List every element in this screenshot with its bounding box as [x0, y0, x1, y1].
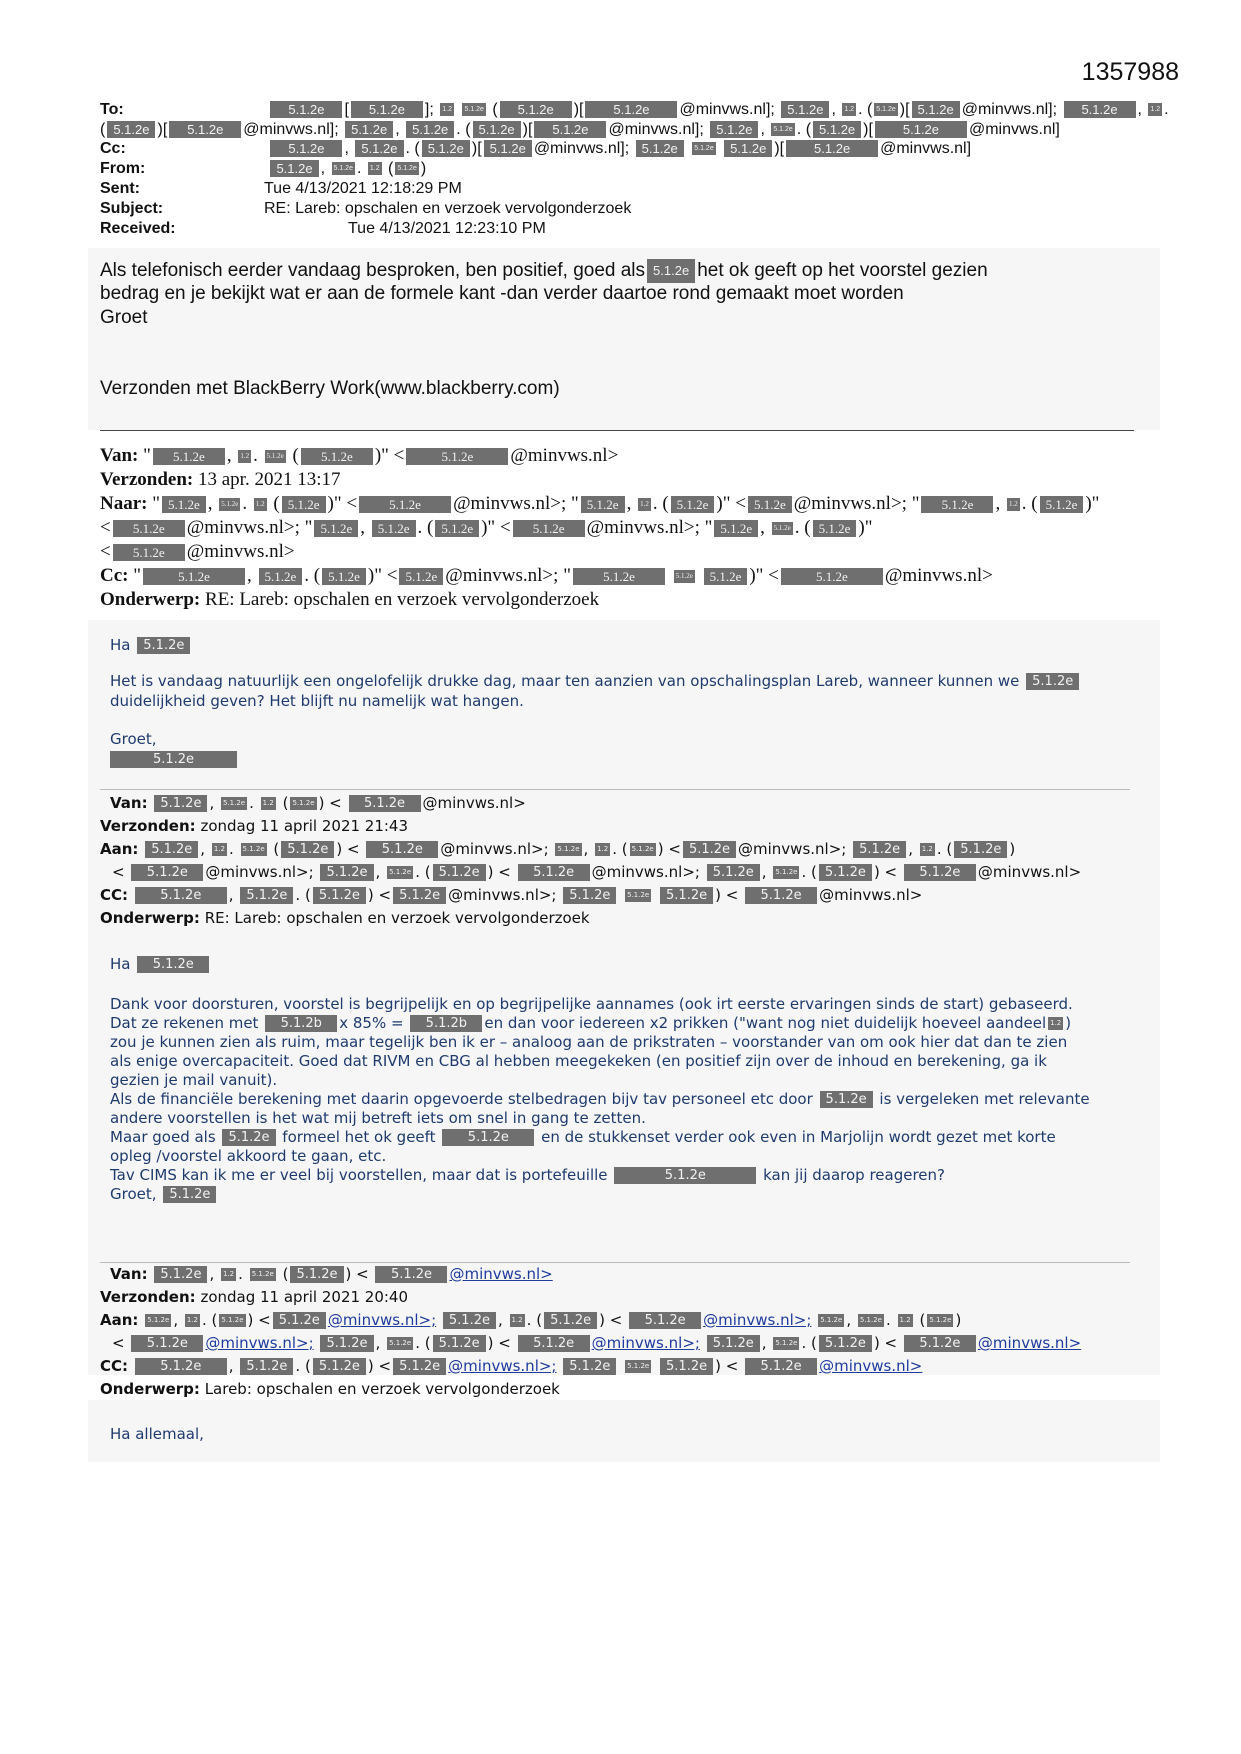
- mail3-onderwerp-row: [100, 908, 590, 928]
- body-text: het ok geeft op het voorstel gezien: [697, 260, 988, 282]
- to-row-continued: ( 5.1.2e )[ 5.1.2e @minvws.nl]; 5.1.2e , 5.1.2e . ( 5.1.2e )[ 5.1.2e @minvws.nl]; 5.1.2e , 5.1.2e . ( 5.1.2e )[ 5.1.2e @minvws.nl]: [100, 121, 1060, 138]
- redaction: 5.1.2e: [137, 956, 209, 973]
- redaction: 5.1.2e: [484, 140, 532, 157]
- redaction: 5.1.2e: [555, 843, 581, 856]
- redaction: 1.2: [1148, 103, 1162, 116]
- aan-label: Aan:: [100, 840, 139, 858]
- greeting-text: Ha: [110, 955, 131, 973]
- redaction: 5.1.2e: [671, 496, 715, 513]
- redaction: 5.1.2e: [110, 751, 237, 768]
- redaction: 5.1.2e: [473, 121, 521, 138]
- redaction: 1.2: [638, 498, 651, 511]
- email-domain: @minvws.nl>: [884, 565, 993, 586]
- redaction: 5.1.2e: [113, 544, 185, 561]
- redaction: 5.1.2e: [314, 520, 358, 537]
- redaction: 5.1.2e: [745, 1358, 817, 1375]
- email-link[interactable]: @minvws.nl>: [449, 1265, 553, 1283]
- redaction: 5.1.2e: [819, 1335, 872, 1352]
- mail2-van-row: Van: " 5.1.2e , 1.2 . 5.1.2e ( 5.1.2e )" < 5.1.2e @minvws.nl>: [100, 445, 619, 466]
- redaction: 5.1.2e: [372, 520, 416, 537]
- cc-row: Cc: 5.1.2e , 5.1.2e . ( 5.1.2e )[ 5.1.2e @minvws.nl]; 5.1.2e 5.1.2e 5.1.2e )[ 5.1.2e @minvws.nl]: [100, 140, 972, 157]
- redaction: 5.1.2e: [773, 866, 799, 879]
- email-domain: @minvws.nl>;: [453, 493, 567, 514]
- email-domain: @minvws.nl>;: [586, 517, 700, 538]
- mail2-signature: [108, 750, 239, 769]
- email-domain: @minvws.nl>: [819, 886, 923, 904]
- email-domain: @minvws.nl>;: [738, 840, 847, 858]
- redaction: 5.1.2e: [660, 1358, 713, 1375]
- mail4-aan-row: Aan: 5.1.2e , 1.2 . ( 5.1.2e ) < 5.1.2e @minvws.nl>; 5.1.2e , 1.2 . ( 5.1.2e ) < 5.1.2e @minvws.nl>; 5.1.2e , 5.1.2e . 1.2 ( 5.1.2e ): [100, 1311, 962, 1329]
- redaction: 5.1.2e: [683, 841, 736, 858]
- mail2-body-line-1: [110, 672, 1081, 691]
- top-body-line-3: Groet: [100, 307, 148, 328]
- email-link[interactable]: @minvws.nl>;: [448, 1357, 557, 1375]
- separator-line: [100, 789, 1130, 790]
- redaction: 5.1.2e: [320, 1335, 373, 1352]
- redaction: 5.1.2e: [563, 1358, 616, 1375]
- redaction: 1.2: [898, 1314, 913, 1327]
- mail2-onderwerp-row: [100, 588, 599, 611]
- mail2-naar-row-3: < 5.1.2e @minvws.nl>: [100, 541, 295, 562]
- verzonden-value: 13 apr. 2021 13:17: [198, 469, 341, 490]
- body-text: Het is vandaag natuurlijk een ongelofelijk drukke dag, maar ten aanzien van opschalingsplan Lareb, wanneer kunnen we: [110, 672, 1020, 690]
- redaction: 5.1.2e: [636, 140, 684, 157]
- redaction: 5.1.2e: [630, 843, 656, 856]
- email-link[interactable]: @minvws.nl>: [819, 1357, 923, 1375]
- verzonden-label: Verzonden:: [100, 1288, 196, 1306]
- email-domain: @minvws.nl>;: [448, 886, 557, 904]
- body-text: kan jij daarop reageren?: [763, 1166, 946, 1184]
- redaction: 5.1.2e: [433, 1335, 486, 1352]
- email-domain: @minvws.nl>: [186, 541, 295, 562]
- redaction: 5.1.2e: [433, 864, 486, 881]
- email-domain: @minvws.nl];: [243, 121, 339, 138]
- onderwerp-value: RE: Lareb: opschalen en verzoek vervolgonderzoek: [204, 909, 590, 927]
- mail3-line-4: als enige overcapaciteit. Goed dat RIVM en CBG al hebben meegekeken (en positief zijn over de inhoud en berekening, ga ik: [110, 1052, 1047, 1070]
- redaction: 5.1.2e: [406, 121, 454, 138]
- email-link[interactable]: @minvws.nl>;: [703, 1311, 812, 1329]
- redaction: 5.1.2e: [135, 887, 227, 904]
- body-text: Tav CIMS kan ik me er veel bij voorstellen, maar dat is portefeuille: [110, 1166, 608, 1184]
- email-domain: @minvws.nl>: [977, 863, 1082, 881]
- body-text: x 85% =: [339, 1014, 404, 1032]
- redaction: 5.1.2e: [281, 841, 334, 858]
- body-text: formeel het ok geeft: [282, 1128, 436, 1146]
- redaction: 5.1.2e: [435, 520, 479, 537]
- redaction: 1.2: [842, 103, 856, 116]
- cc-label: Cc:: [100, 140, 126, 157]
- redaction: 5.1.2e: [544, 1312, 597, 1329]
- verzonden-label: Verzonden:: [100, 469, 194, 490]
- redaction: 5.1.2e: [332, 162, 355, 175]
- redaction: 5.1.2e: [513, 520, 585, 537]
- redaction: 5.1.2e: [858, 1314, 884, 1327]
- aan-label: Aan:: [100, 1311, 139, 1329]
- redaction: 5.1.2e: [290, 797, 316, 810]
- mail3-cc-row: CC: 5.1.2e , 5.1.2e . ( 5.1.2e ) < 5.1.2e @minvws.nl>; 5.1.2e 5.1.2e 5.1.2e ) < 5.1.2e @minvws.nl>: [100, 886, 923, 904]
- redaction: 5.1.2e: [704, 568, 748, 585]
- body-text: ): [1065, 1014, 1072, 1032]
- redaction: 5.1.2e: [518, 864, 590, 881]
- sent-value: Tue 4/13/2021 12:18:29 PM: [264, 180, 462, 197]
- mail3-line-2: [110, 1014, 1071, 1033]
- email-domain: @minvws.nl];: [533, 140, 630, 157]
- redaction: 5.1.2e: [387, 1337, 413, 1350]
- redaction: 5.1.2e: [222, 1129, 275, 1146]
- redaction: 5.1.2e: [154, 1266, 207, 1283]
- naar-label: Naar:: [100, 493, 148, 514]
- redaction: 5.1.2e: [265, 450, 286, 463]
- redaction: 5.1.2e: [563, 887, 616, 904]
- redaction: 5.1.2e: [647, 259, 695, 283]
- redaction: 5.1.2e: [748, 496, 792, 513]
- redaction: 5.1.2e: [131, 1335, 203, 1352]
- onderwerp-value: RE: Lareb: opschalen en verzoek vervolgonderzoek: [205, 589, 600, 610]
- subject-value: RE: Lareb: opschalen en verzoek vervolgonderzoek: [264, 200, 632, 217]
- email-domain: @minvws.nl>;: [445, 565, 559, 586]
- redaction: 1.2: [920, 843, 935, 856]
- mail3-line-6: [110, 1090, 1090, 1109]
- redaction: 5.1.2e: [692, 142, 715, 155]
- redaction: 5.1.2e: [282, 496, 326, 513]
- redaction: 5.1.2e: [443, 1312, 496, 1329]
- redaction: 5.1.2e: [406, 448, 508, 465]
- redaction: 5.1.2e: [904, 864, 976, 881]
- redaction: 5.1.2e: [614, 1167, 756, 1184]
- redaction: 5.1.2e: [241, 843, 267, 856]
- redaction: 5.1.2e: [813, 121, 861, 138]
- email-domain: @minvws.nl]: [880, 140, 972, 157]
- received-row: [100, 219, 546, 238]
- redaction: 1.2: [254, 498, 267, 511]
- redaction: 5.1.2e: [313, 1358, 366, 1375]
- redaction: 5.1.2e: [399, 568, 443, 585]
- greeting-text: Ha: [110, 636, 131, 654]
- redaction: 5.1.2e: [154, 795, 207, 812]
- redaction: 5.1.2e: [875, 121, 967, 138]
- redaction: 1.2: [185, 1314, 200, 1327]
- redaction: 1.2: [440, 103, 454, 116]
- email-domain: @minvws.nl>;: [186, 517, 300, 538]
- redaction: 5.1.2e: [1026, 673, 1079, 690]
- mail2-body-line-2: duidelijkheid geven? Het blijft nu namelijk wat hangen.: [110, 692, 524, 710]
- from-label: From:: [100, 160, 146, 177]
- to-label: To:: [100, 101, 124, 118]
- redaction: 5.1.2b: [410, 1015, 482, 1032]
- mail3-verzonden-row: [100, 816, 408, 836]
- redaction: 5.1.2e: [359, 496, 451, 513]
- onderwerp-label: Onderwerp:: [100, 1380, 200, 1398]
- mail2-verzonden-row: [100, 468, 341, 491]
- redaction: 5.1.2e: [818, 1314, 844, 1327]
- onderwerp-label: Onderwerp:: [100, 589, 201, 610]
- mail3-aan-row: Aan: 5.1.2e , 1.2 . 5.1.2e ( 5.1.2e ) < 5.1.2e @minvws.nl>; 5.1.2e , 1.2 . ( 5.1.2e ) < 5.1.2e @minvws.nl>; 5.1.2e , 1.2 . ( 5.1.2e ): [100, 840, 1016, 858]
- redaction: 5.1.2e: [1064, 101, 1136, 118]
- redaction: 5.1.2e: [500, 101, 572, 118]
- redaction: 5.1.2e: [135, 1358, 227, 1375]
- redaction: 5.1.2e: [710, 121, 758, 138]
- redaction: 5.1.2e: [113, 520, 185, 537]
- email-domain: @minvws.nl>;: [440, 840, 549, 858]
- mail4-aan-row-2: < 5.1.2e @minvws.nl>; 5.1.2e , 5.1.2e . ( 5.1.2e ) < 5.1.2e @minvws.nl>; 5.1.2e , 5.1.2e . ( 5.1.2e ) < 5.1.2e @minvws.nl>: [112, 1334, 1082, 1352]
- redaction: 5.1.2e: [819, 864, 872, 881]
- verzonden-value: zondag 11 april 2021 21:43: [200, 817, 409, 835]
- redaction: 5.1.2e: [143, 568, 245, 585]
- top-body-line-2: bedrag en je bekijkt wat er aan de formele kant -dan verder daartoe rond gemaakt moet worden: [100, 283, 904, 304]
- redaction: 5.1.2e: [270, 101, 342, 118]
- van-label: Van:: [110, 1265, 148, 1283]
- redaction: 1.2: [510, 1314, 525, 1327]
- redaction: 5.1.2e: [534, 121, 606, 138]
- redaction: 5.1.2e: [462, 103, 485, 116]
- blackberry-signature: Verzonden met BlackBerry Work(www.blackberry.com): [100, 378, 560, 399]
- redaction: 5.1.2e: [393, 887, 446, 904]
- redaction: 5.1.2e: [714, 520, 758, 537]
- body-text: is vergeleken met relevante: [879, 1090, 1090, 1108]
- redaction: 5.1.2e: [707, 1335, 760, 1352]
- redaction: 5.1.2e: [322, 568, 366, 585]
- redaction: 1.2: [595, 843, 610, 856]
- mail4-cc-row: CC: 5.1.2e , 5.1.2e . ( 5.1.2e ) < 5.1.2e @minvws.nl>; 5.1.2e 5.1.2e 5.1.2e ) < 5.1.2e @minvws.nl>: [100, 1357, 923, 1375]
- separator-line: [100, 1262, 1130, 1263]
- redaction: 5.1.2e: [874, 103, 897, 116]
- mail4-van-row: Van: 5.1.2e , 1.2 . 5.1.2e ( 5.1.2e ) < 5.1.2e @minvws.nl>: [110, 1265, 553, 1283]
- redaction: 5.1.2e: [393, 1358, 446, 1375]
- redaction: 5.1.2e: [927, 1314, 953, 1327]
- redaction: 5.1.2e: [820, 1091, 873, 1108]
- mail2-cc-row: Cc: " 5.1.2e , 5.1.2e . ( 5.1.2e )" < 5.1.2e @minvws.nl>; " 5.1.2e 5.1.2e 5.1.2e )" < 5.1.2e @minvws.nl>: [100, 565, 993, 586]
- body-text: en de stukkenset verder ook even in Marjolijn wordt gezet met korte: [541, 1128, 1056, 1146]
- redaction: 1.2: [1007, 498, 1020, 511]
- email-domain: @minvws.nl>: [422, 794, 526, 812]
- redaction: 5.1.2e: [145, 841, 198, 858]
- mail3-line-11: [110, 1185, 218, 1204]
- redaction: 5.1.2e: [345, 121, 393, 138]
- subject-label: Subject:: [100, 200, 164, 217]
- redaction: 5.1.2e: [518, 1335, 590, 1352]
- email-domain: @minvws.nl];: [608, 121, 704, 138]
- email-link[interactable]: @minvws.nl>: [977, 1334, 1082, 1352]
- redaction: 5.1.2e: [629, 1312, 701, 1329]
- mail3-line-3: zou je kunnen zien als ruim, maar tegelijk ben ik er – analoog aan de prikstraten – voorstander van om ook hier dat dan te zien: [110, 1033, 1068, 1051]
- redaction: 5.1.2e: [442, 1129, 534, 1146]
- mail3-line-9: opleg /voorstel akkoord te gaan, etc.: [110, 1147, 387, 1165]
- redaction: 5.1.2e: [219, 498, 240, 511]
- redaction: 5.1.2e: [131, 864, 203, 881]
- redaction: 5.1.2e: [259, 568, 303, 585]
- mail3-line-7: andere voorstellen is het wat mij betreft iets om snel in gang te zetten.: [110, 1109, 646, 1127]
- mail2-closing: Groet,: [110, 730, 157, 748]
- email-domain: @minvws.nl]: [968, 121, 1060, 138]
- redaction: 5.1.2e: [290, 1266, 343, 1283]
- mail2-naar-row-2: < 5.1.2e @minvws.nl>; " 5.1.2e , 5.1.2e . ( 5.1.2e )" < 5.1.2e @minvws.nl>; " 5.1.2e , 5.1.2e . ( 5.1.2e )": [100, 517, 873, 538]
- redaction: 5.1.2e: [375, 1266, 447, 1283]
- mail4-greeting: Ha allemaal,: [110, 1425, 204, 1443]
- redaction: 5.1.2e: [153, 448, 225, 465]
- body-text: Als telefonisch eerder vandaag besproken, ben positief, goed als: [100, 260, 646, 282]
- email-link[interactable]: @minvws.nl>;: [205, 1334, 314, 1352]
- received-value: Tue 4/13/2021 12:23:10 PM: [348, 220, 546, 237]
- redaction: 5.1.2e: [301, 448, 373, 465]
- body-text: Als de financiële berekening met daarin opgevoerde stelbedragen bijv tav personeel etc door: [110, 1090, 813, 1108]
- email-domain: @minvws.nl];: [961, 101, 1058, 118]
- redaction: 5.1.2e: [169, 121, 241, 138]
- mail4-verzonden-row: [100, 1287, 408, 1307]
- redaction: 1.2: [1048, 1017, 1063, 1030]
- onderwerp-value: Lareb: opschalen en verzoek vervolgonderzoek: [204, 1380, 560, 1398]
- cc-label: Cc:: [100, 565, 129, 586]
- redaction: 5.1.2e: [351, 101, 423, 118]
- mail4-body-background: [88, 1400, 1160, 1462]
- redaction: 5.1.2e: [163, 1186, 216, 1203]
- redaction: 5.1.2e: [674, 570, 695, 583]
- redaction: 5.1.2e: [625, 889, 651, 902]
- mail3-line-10: [110, 1166, 945, 1185]
- van-label: Van:: [110, 794, 148, 812]
- email-link[interactable]: @minvws.nl>;: [327, 1311, 437, 1329]
- body-text: Groet,: [110, 1185, 157, 1203]
- redaction: 1.2: [238, 450, 251, 463]
- mail2-naar-row: Naar: " 5.1.2e , 5.1.2e . 1.2 ( 5.1.2e )" < 5.1.2e @minvws.nl>; " 5.1.2e , 1.2 . ( 5.1.2e )" < 5.1.2e @minvws.nl>; " 5.1.2e , 1.2 . ( 5.1.2e )": [100, 493, 1100, 514]
- separator-line: [100, 430, 1134, 431]
- redaction: 5.1.2e: [270, 160, 318, 177]
- redaction: 5.1.2e: [585, 101, 677, 118]
- email-domain: @minvws.nl];: [679, 101, 775, 118]
- redaction: 5.1.2e: [781, 101, 829, 118]
- verzonden-value: zondag 11 april 2021 20:40: [200, 1288, 409, 1306]
- redaction: 5.1.2e: [771, 123, 794, 136]
- redaction: 1.2: [261, 797, 276, 810]
- redaction: 5.1.2e: [781, 568, 883, 585]
- verzonden-label: Verzonden:: [100, 817, 196, 835]
- redaction: 5.1.2e: [366, 841, 438, 858]
- redaction: 5.1.2b: [265, 1015, 337, 1032]
- redaction: 5.1.2e: [660, 887, 713, 904]
- body-text: Dat ze rekenen met: [110, 1014, 259, 1032]
- cc-label: CC:: [100, 1357, 129, 1375]
- redaction: 5.1.2e: [773, 1337, 799, 1350]
- redaction: 5.1.2e: [355, 140, 403, 157]
- redaction: 5.1.2e: [786, 140, 878, 157]
- mail3-greeting: [110, 955, 211, 974]
- received-label: Received:: [100, 220, 176, 237]
- from-row: From: 5.1.2e , 5.1.2e . 1.2 ( 5.1.2e ): [100, 160, 427, 177]
- redaction: 5.1.2e: [422, 140, 470, 157]
- redaction: 5.1.2e: [813, 520, 857, 537]
- sent-label: Sent:: [100, 180, 140, 197]
- email-domain: @minvws.nl>;: [591, 863, 700, 881]
- redaction: 5.1.2e: [270, 140, 342, 157]
- sent-row: [100, 179, 462, 198]
- redaction: 5.1.2e: [707, 864, 760, 881]
- subject-row: [100, 199, 631, 218]
- redaction: 5.1.2e: [273, 1312, 326, 1329]
- redaction: 1.2: [368, 162, 382, 175]
- redaction: 5.1.2e: [912, 101, 960, 118]
- body-text: en dan voor iedereen x2 prikken ("want nog niet duidelijk hoeveel aandeel: [484, 1014, 1047, 1032]
- redaction: 5.1.2e: [137, 637, 190, 654]
- redaction: 5.1.2e: [853, 841, 906, 858]
- email-domain: @minvws.nl>: [510, 445, 619, 466]
- redaction: 1.2: [221, 1268, 236, 1281]
- redaction: 5.1.2e: [349, 795, 421, 812]
- redaction: 5.1.2e: [724, 140, 772, 157]
- mail4-onderwerp-row: [100, 1379, 560, 1399]
- redaction: 5.1.2e: [772, 522, 793, 535]
- redaction: 5.1.2e: [387, 866, 413, 879]
- van-label: Van:: [100, 445, 139, 466]
- email-domain: @minvws.nl>;: [793, 493, 907, 514]
- redaction: 5.1.2e: [240, 1358, 293, 1375]
- document-id: 1357988: [1081, 58, 1179, 86]
- redaction: 5.1.2e: [313, 887, 366, 904]
- cc-label: CC:: [100, 886, 129, 904]
- redaction: 5.1.2e: [954, 841, 1007, 858]
- redaction: 5.1.2e: [107, 121, 155, 138]
- mail3-line-1: Dank voor doorsturen, voorstel is begrijpelijk en op begrijpelijke aannames (ook irt eerste ervaringen sinds de start) gebaseerd.: [110, 995, 1073, 1013]
- redaction: 5.1.2e: [250, 1268, 276, 1281]
- redaction: 5.1.2e: [921, 496, 993, 513]
- onderwerp-label: Onderwerp:: [100, 909, 200, 927]
- redaction: 5.1.2e: [745, 887, 817, 904]
- mail3-line-5: gezien je mail vanuit).: [110, 1071, 278, 1089]
- email-domain: @minvws.nl>;: [205, 863, 314, 881]
- email-link[interactable]: @minvws.nl>;: [591, 1334, 700, 1352]
- redaction: 5.1.2e: [219, 1314, 245, 1327]
- redaction: 1.2: [212, 843, 227, 856]
- redaction: 5.1.2e: [320, 864, 373, 881]
- to-row: To: 5.1.2e [ 5.1.2e ]; 1.2 5.1.2e ( 5.1.2e )[ 5.1.2e @minvws.nl]; 5.1.2e , 1.2 . ( 5.1.2e )[ 5.1.2e @minvws.nl]; 5.1.2e , 1.2 .: [100, 101, 1169, 118]
- mail3-line-8: [110, 1128, 1056, 1147]
- redaction: 5.1.2e: [625, 1360, 651, 1373]
- redaction: 5.1.2e: [221, 797, 247, 810]
- redaction: 5.1.2e: [162, 496, 206, 513]
- redaction: 5.1.2e: [904, 1335, 976, 1352]
- redaction: 5.1.2e: [1040, 496, 1084, 513]
- redaction: 5.1.2e: [395, 162, 418, 175]
- redaction: 5.1.2e: [573, 568, 665, 585]
- mail3-van-row: Van: 5.1.2e , 5.1.2e . 1.2 ( 5.1.2e ) < 5.1.2e @minvws.nl>: [110, 794, 526, 812]
- body-text: Maar goed als: [110, 1128, 216, 1146]
- mail2-greeting: [110, 636, 192, 655]
- top-body-line-1: [100, 259, 988, 283]
- redaction: 5.1.2e: [240, 887, 293, 904]
- redaction: 5.1.2e: [581, 496, 625, 513]
- mail3-aan-row-2: < 5.1.2e @minvws.nl>; 5.1.2e , 5.1.2e . ( 5.1.2e ) < 5.1.2e @minvws.nl>; 5.1.2e , 5.1.2e . ( 5.1.2e ) < 5.1.2e @minvws.nl>: [112, 863, 1082, 881]
- redaction: 5.1.2e: [145, 1314, 171, 1327]
